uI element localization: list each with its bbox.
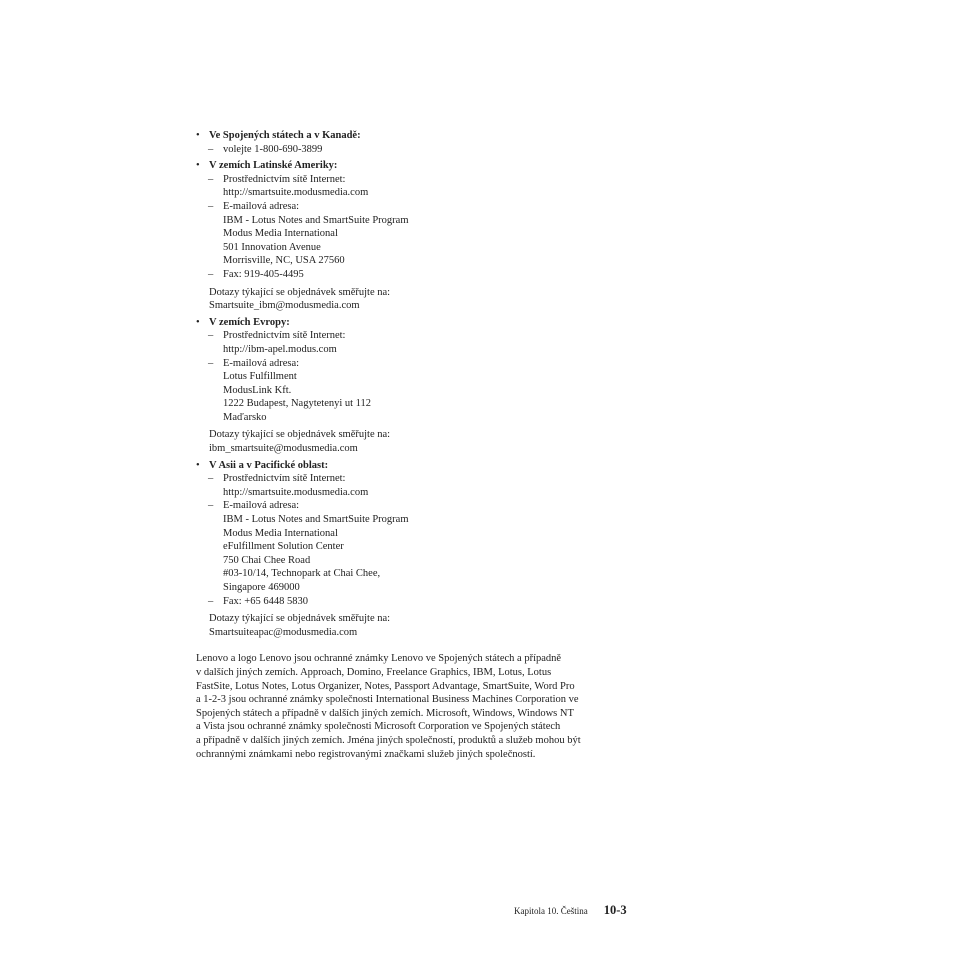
bullet-mark: • [196, 160, 200, 172]
section-heading [196, 316, 636, 330]
contact-line: E-mailová adresa: [223, 200, 300, 212]
note-line: ibm_smartsuite@modusmedia.com [209, 443, 358, 455]
contact-line: Maďarsko [223, 411, 267, 423]
section-title: V zemích Evropy: [209, 316, 290, 328]
contact-line: http://smartsuite.modusmedia.com [223, 187, 369, 199]
contact-line: 750 Chai Chee Road [223, 554, 311, 566]
section-heading [196, 159, 636, 173]
trademark-line: Spojených státech a případně v dalších jiných zemích. Microsoft, Windows, Windows NT [196, 707, 574, 719]
contact-line: #03-10/14, Technopark at Chai Chee, [223, 568, 381, 580]
contact-line: 501 Innovation Avenue [223, 241, 321, 253]
trademark-line: FastSite, Lotus Notes, Lotus Organizer, Notes, Passport Advantage, SmartSuite, Word Pro [196, 680, 575, 692]
order-note [196, 286, 636, 313]
contact-line: 1222 Budapest, Nagytetenyi ut 112 [223, 398, 372, 410]
page-number: 10-3 [603, 903, 627, 917]
contact-line: Morrisville, NC, USA 27560 [223, 255, 345, 267]
contact-line: ModusLink Kft. [223, 384, 292, 396]
section-title: V zemích Latinské Ameriky: [209, 160, 338, 172]
section-heading [196, 459, 636, 473]
trademark-paragraph [196, 652, 636, 761]
contact-item [196, 143, 636, 157]
dash-mark: – [208, 595, 214, 607]
contact-section [196, 459, 636, 640]
trademark-line: ochrannými známkami nebo registrovanými značkami služeb jiných společností. [196, 748, 536, 760]
contact-item [196, 173, 636, 200]
contact-line: Prostřednictvím sítě Internet: [223, 330, 346, 342]
dash-mark: – [208, 143, 214, 155]
page-footer [514, 901, 627, 919]
contact-item [196, 472, 636, 499]
contact-line: Modus Media International [223, 228, 338, 240]
section-title: V Asii a v Pacifické oblast: [209, 459, 329, 471]
dash-mark: – [208, 500, 214, 512]
bullet-mark: • [196, 459, 200, 471]
contact-line: volejte 1-800-690-3899 [223, 143, 323, 155]
contact-line: IBM - Lotus Notes and SmartSuite Program [223, 514, 409, 526]
trademark-line: a Vista jsou ochranné známky společnosti Microsoft Corporation ve Spojených státech [196, 721, 561, 733]
contact-line: Fax: 919-405-4495 [223, 268, 304, 280]
order-note [196, 612, 636, 639]
contact-line: E-mailová adresa: [223, 500, 300, 512]
contact-line: Prostřednictvím sítě Internet: [223, 173, 346, 185]
trademark-line: Lenovo a logo Lenovo jsou ochranné známky Lenovo ve Spojených státech a případně [196, 653, 562, 665]
contact-line: Singapore 469000 [223, 582, 300, 593]
contact-item [196, 329, 636, 356]
order-note [196, 428, 636, 455]
document-content [196, 126, 636, 761]
dash-mark: – [208, 268, 214, 280]
contact-item [196, 595, 636, 609]
trademark-line: a případně v dalších jiných zemích. Jména jiných společností, produktů a služeb mohou být [196, 734, 581, 746]
section-heading [196, 129, 636, 143]
contact-line: Modus Media International [223, 527, 338, 539]
note-line: Dotazy týkající se objednávek směřujte na: [209, 429, 391, 441]
contact-line: IBM - Lotus Notes and SmartSuite Program [223, 214, 409, 226]
contact-section [196, 159, 636, 313]
dash-mark: – [208, 357, 214, 369]
dash-mark: – [208, 330, 214, 342]
bullet-mark: • [196, 316, 200, 328]
section-title: Ve Spojených státech a v Kanadě: [209, 130, 361, 141]
contact-line: http://smartsuite.modusmedia.com [223, 486, 369, 498]
contact-section [196, 316, 636, 456]
bullet-mark: • [196, 130, 200, 141]
contact-line: eFulfillment Solution Center [223, 541, 344, 553]
contact-section [196, 129, 636, 156]
footer-chapter: Kapitola 10. Čeština [514, 906, 588, 916]
trademark-line: v dalších jiných zemích. Approach, Domino, Freelance Graphics, IBM, Lotus, Lotus [196, 666, 552, 678]
trademark-line: a 1-2-3 jsou ochranné známky společnosti International Business Machines Corporation ve [196, 694, 579, 706]
contact-item [196, 499, 636, 594]
note-line: Dotazy týkající se objednávek směřujte na: [209, 613, 391, 625]
contact-item [196, 200, 636, 268]
contact-line: E-mailová adresa: [223, 357, 300, 369]
contact-item [196, 357, 636, 425]
contact-item [196, 268, 636, 282]
note-line: Smartsuiteapac@modusmedia.com [209, 626, 358, 638]
note-line: Smartsuite_ibm@modusmedia.com [209, 300, 360, 312]
contact-line: Prostřednictvím sítě Internet: [223, 473, 346, 485]
contact-line: Lotus Fulfillment [223, 371, 297, 383]
contact-line: http://ibm-apel.modus.com [223, 343, 337, 355]
contact-line: Fax: +65 6448 5830 [223, 595, 308, 607]
note-line: Dotazy týkající se objednávek směřujte na: [209, 286, 391, 298]
dash-mark: – [208, 173, 214, 185]
dash-mark: – [208, 473, 214, 485]
dash-mark: – [208, 200, 214, 212]
